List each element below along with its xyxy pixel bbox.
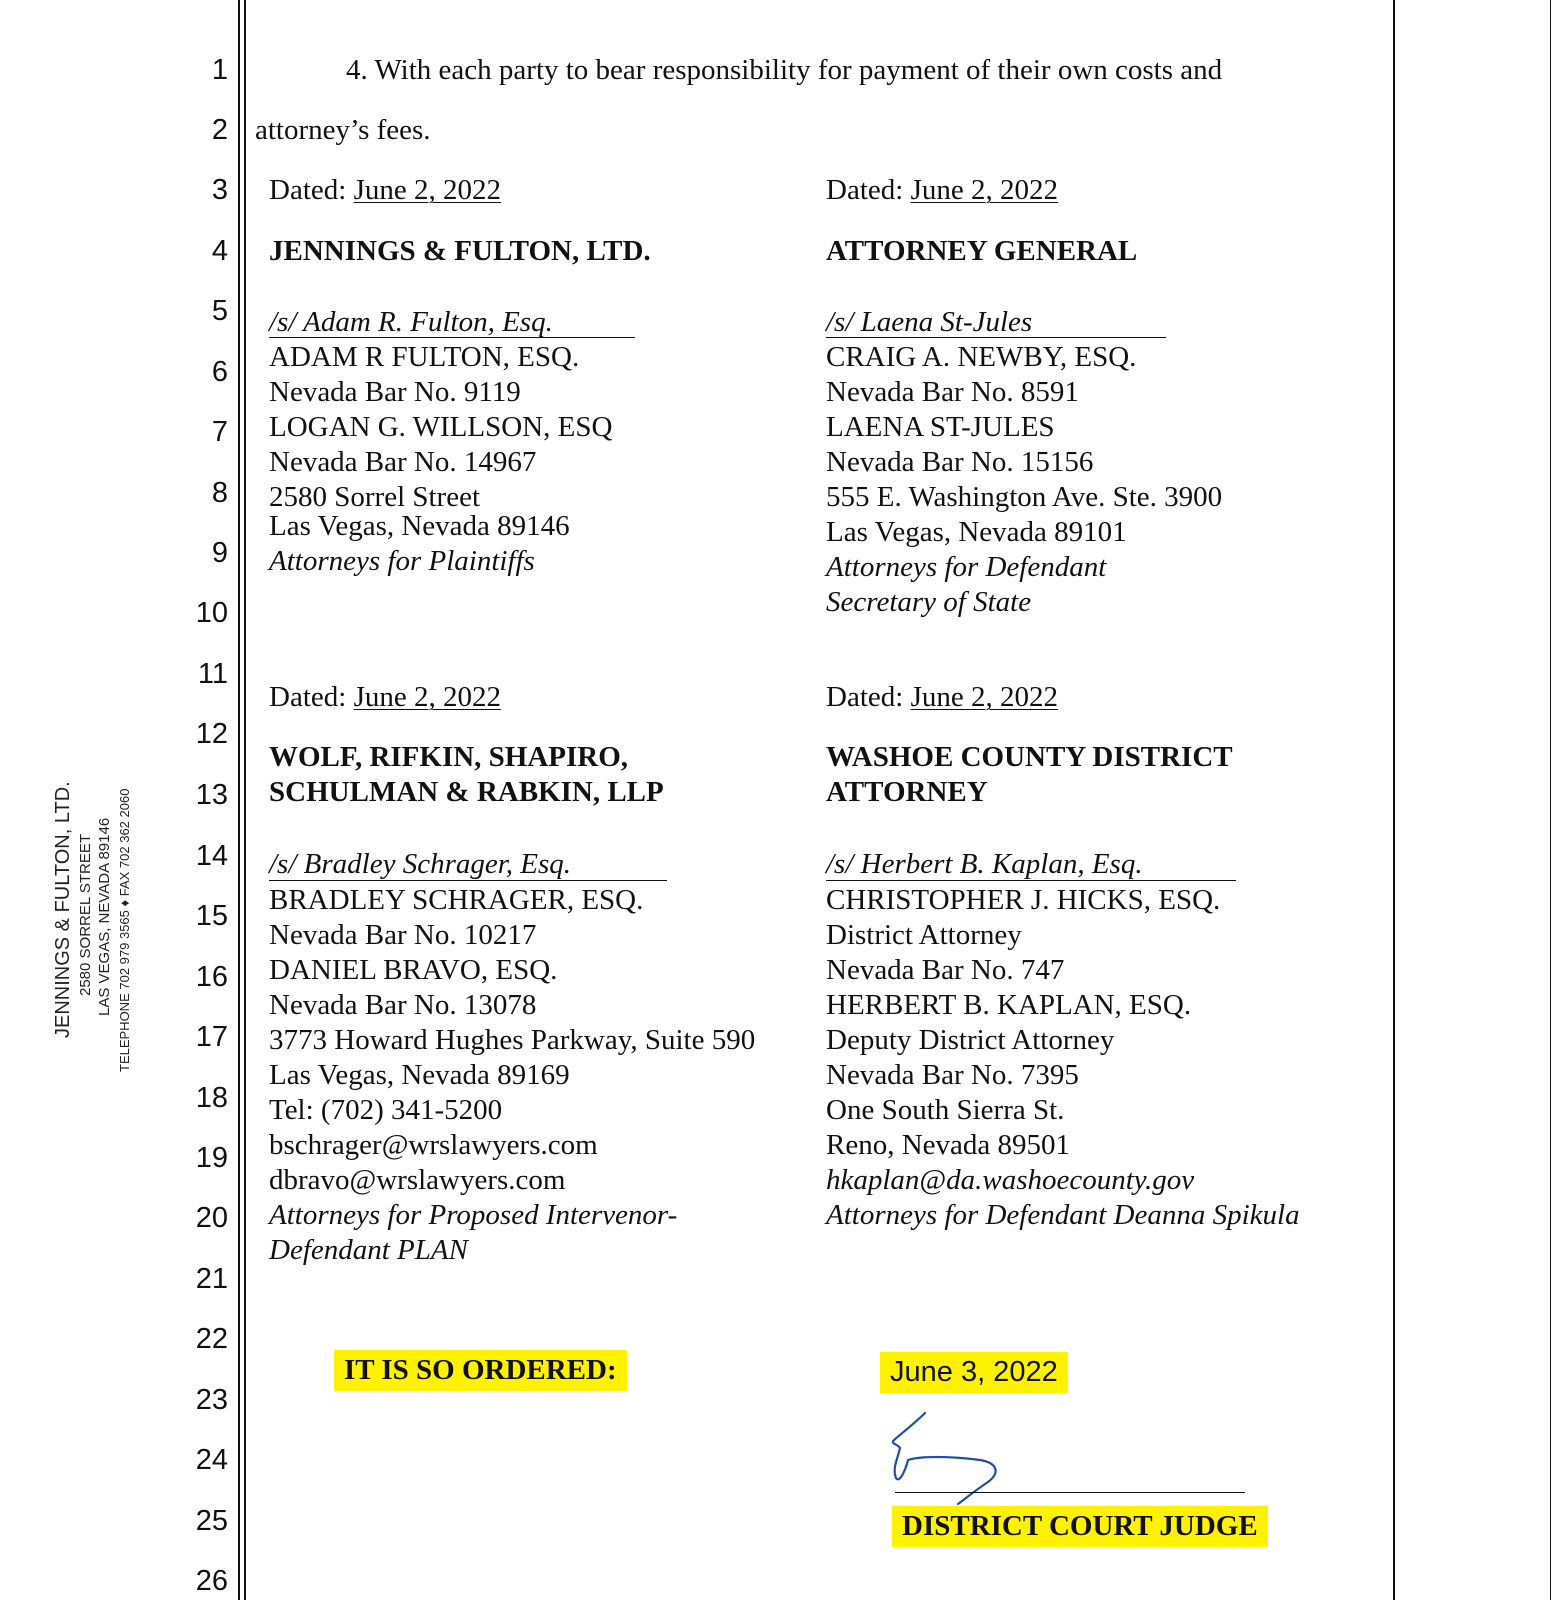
attorney-line: Nevada Bar No. 747	[826, 954, 1065, 986]
line-number: 12	[195, 718, 228, 750]
dated-value: June 2, 2022	[353, 681, 501, 713]
e-signature: /s/ Herbert B. Kaplan, Esq.	[826, 848, 1143, 880]
attorney-line: Tel: (702) 341-5200	[269, 1094, 503, 1126]
attorney-line: HERBERT B. KAPLAN, ESQ.	[826, 989, 1192, 1021]
role-line: Secretary of State	[826, 586, 1032, 618]
attorney-line: dbravo@wrslawyers.com	[269, 1164, 566, 1196]
line-number: 3	[211, 174, 228, 206]
attorney-line: Nevada Bar No. 8591	[826, 376, 1079, 408]
attorney-line: BRADLEY SCHRAGER, ESQ.	[269, 884, 644, 916]
attorney-line: Nevada Bar No. 14967	[269, 446, 537, 478]
district-court-judge-label: DISTRICT COURT JUDGE	[892, 1506, 1268, 1547]
dated-value: June 2, 2022	[910, 174, 1058, 206]
dated-label: Dated:	[826, 681, 911, 713]
dated-line	[269, 174, 501, 207]
attorney-line: DANIEL BRAVO, ESQ.	[269, 954, 558, 986]
firm-stamp-phone: TELEPHONE 702 979 3565 ♦ FAX 702 362 2060	[117, 788, 132, 1072]
attorney-line: Las Vegas, Nevada 89101	[826, 516, 1127, 548]
firm-name: WOLF, RIFKIN, SHAPIRO,	[269, 741, 629, 773]
signature-line	[269, 880, 667, 881]
line-number: 24	[195, 1444, 228, 1476]
attorney-line: bschrager@wrslawyers.com	[269, 1129, 598, 1161]
line-number: 20	[195, 1202, 228, 1234]
line-number: 10	[195, 597, 228, 629]
dated-label: Dated:	[269, 681, 354, 713]
signature-line	[826, 880, 1236, 881]
attorney-line: District Attorney	[826, 919, 1022, 951]
firm-name: JENNINGS & FULTON, LTD.	[269, 235, 651, 267]
paragraph-4-line-2: attorney’s fees.	[255, 114, 431, 146]
attorney-line: ADAM R FULTON, ESQ.	[269, 341, 580, 373]
firm-name: ATTORNEY	[826, 776, 988, 808]
role-line: Attorneys for Defendant Deanna Spikula	[826, 1199, 1300, 1231]
line-number: 15	[195, 900, 228, 932]
line-number: 26	[195, 1565, 228, 1597]
dated-line	[826, 174, 1058, 207]
margin-rule-left-outer	[238, 0, 240, 1600]
role-line: Attorneys for Proposed Intervenor-	[269, 1199, 678, 1231]
attorney-line: Las Vegas, Nevada 89169	[269, 1059, 570, 1091]
e-signature: /s/ Laena St-Jules	[826, 306, 1033, 338]
line-number: 21	[195, 1263, 228, 1295]
line-number: 16	[195, 961, 228, 993]
e-signature: /s/ Adam R. Fulton, Esq.	[269, 306, 553, 338]
paragraph-4-line-1: 4. With each party to bear responsibility for payment of their own costs and	[346, 54, 1223, 86]
line-number: 18	[195, 1082, 228, 1114]
firm-stamp-name: JENNINGS & FULTON, LTD.	[52, 781, 74, 1038]
attorney-line: LAENA ST-JULES	[826, 411, 1055, 443]
attorney-line: CRAIG A. NEWBY, ESQ.	[826, 341, 1137, 373]
line-number: 25	[195, 1505, 228, 1537]
attorney-line: CHRISTOPHER J. HICKS, ESQ.	[826, 884, 1221, 916]
email-line: hkaplan@da.washoecounty.gov	[826, 1164, 1195, 1196]
margin-rule-right	[1393, 0, 1395, 1600]
attorney-line: One South Sierra St.	[826, 1094, 1065, 1126]
attorney-line: Nevada Bar No. 10217	[269, 919, 537, 951]
line-number: 4	[211, 235, 228, 267]
dated-line	[826, 681, 1058, 714]
attorney-line: Nevada Bar No. 15156	[826, 446, 1094, 478]
so-ordered-label: IT IS SO ORDERED:	[334, 1350, 627, 1391]
attorney-line: Reno, Nevada 89501	[826, 1129, 1071, 1161]
role-line: Attorneys for Plaintiffs	[269, 545, 535, 577]
attorney-line: Las Vegas, Nevada 89146	[269, 510, 570, 542]
line-number: 13	[195, 779, 228, 811]
line-number: 2	[211, 114, 228, 146]
dated-value: June 2, 2022	[353, 174, 501, 206]
attorney-line: Nevada Bar No. 13078	[269, 989, 537, 1021]
line-number: 19	[195, 1142, 228, 1174]
judge-signature	[880, 1408, 1040, 1518]
line-number: 1	[211, 54, 228, 86]
attorney-line: LOGAN G. WILLSON, ESQ	[269, 411, 613, 443]
firm-stamp-city: LAS VEGAS, NEVADA 89146	[96, 817, 113, 1016]
margin-rule-left-inner	[244, 0, 246, 1600]
line-number: 11	[197, 658, 228, 690]
line-number: 8	[211, 477, 228, 509]
dated-label: Dated:	[269, 174, 354, 206]
attorney-line: 555 E. Washington Ave. Ste. 3900	[826, 481, 1223, 513]
signature-line	[826, 337, 1166, 338]
firm-name: WASHOE COUNTY DISTRICT	[826, 741, 1233, 773]
attorney-line: 3773 Howard Hughes Parkway, Suite 590	[269, 1024, 756, 1056]
order-date: June 3, 2022	[880, 1352, 1068, 1393]
attorney-line: 2580 Sorrel Street	[269, 481, 481, 513]
dated-line	[269, 681, 501, 714]
dated-value: June 2, 2022	[910, 681, 1058, 713]
line-number: 17	[195, 1021, 228, 1053]
line-number: 22	[195, 1323, 228, 1355]
attorney-line: Nevada Bar No. 9119	[269, 376, 521, 408]
line-number: 23	[195, 1384, 228, 1416]
judge-signature-line	[895, 1492, 1245, 1493]
attorney-line: Nevada Bar No. 7395	[826, 1059, 1079, 1091]
dated-label: Dated:	[826, 174, 911, 206]
role-line: Defendant PLAN	[269, 1234, 468, 1266]
line-number: 9	[211, 537, 228, 569]
attorney-line: Deputy District Attorney	[826, 1024, 1115, 1056]
firm-stamp-street: 2580 SORREL STREET	[77, 833, 94, 996]
e-signature: /s/ Bradley Schrager, Esq.	[269, 848, 572, 880]
line-number: 5	[211, 295, 228, 327]
page-edge-right	[1550, 0, 1551, 1600]
signature-line	[269, 337, 635, 338]
role-line: Attorneys for Defendant	[826, 551, 1107, 583]
firm-name: ATTORNEY GENERAL	[826, 235, 1138, 267]
firm-name: SCHULMAN & RABKIN, LLP	[269, 776, 664, 808]
line-number: 7	[211, 416, 228, 448]
line-number: 14	[195, 840, 228, 872]
line-number: 6	[211, 356, 228, 388]
